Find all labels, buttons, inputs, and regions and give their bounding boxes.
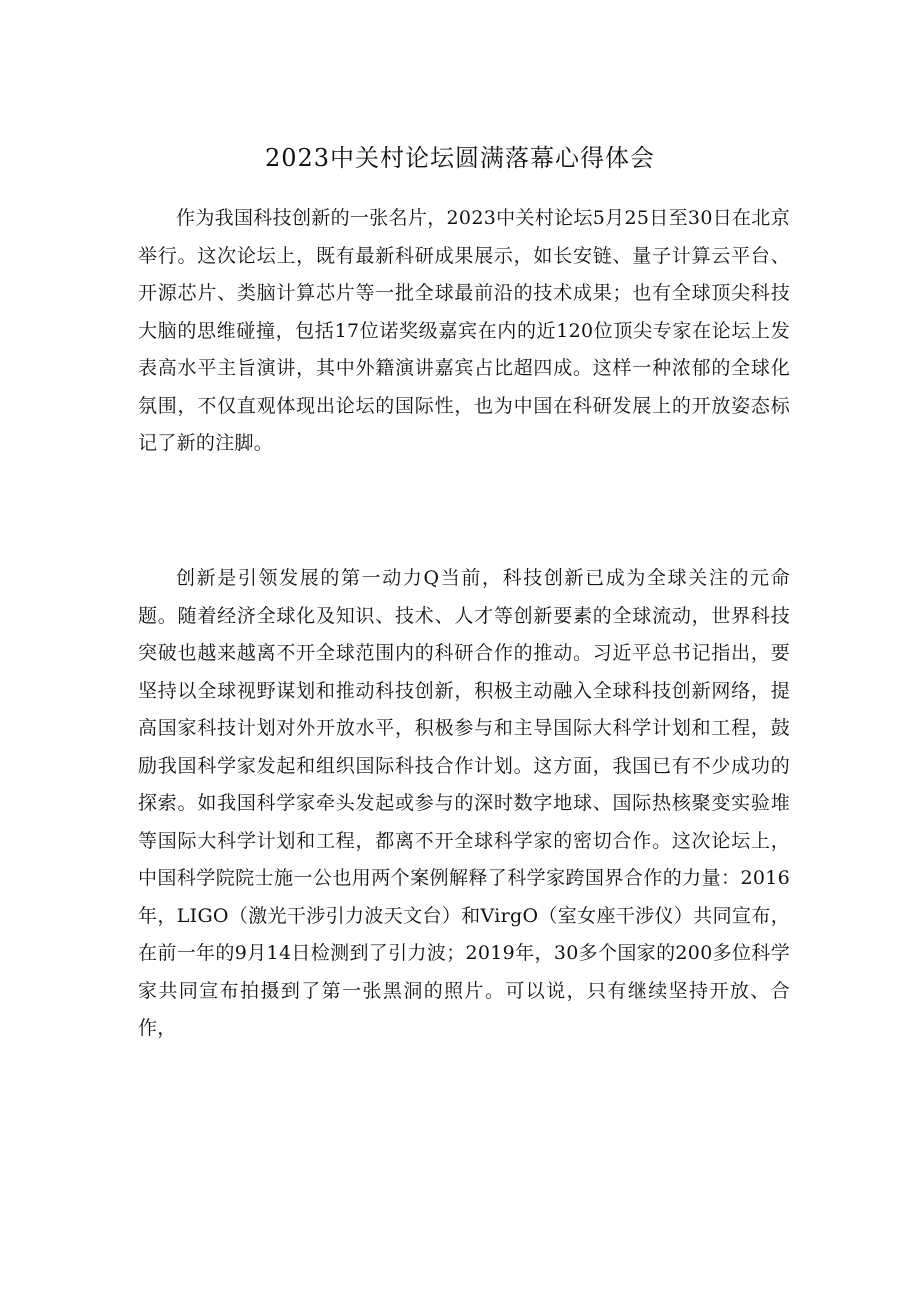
paragraph-1: 作为我国科技创新的一张名片，2023中关村论坛5月25日至30日在北京举行。这次论坛上，既有最新科研成果展示，如长安链、量子计算云平台、开源芯片、类脑计算芯片等一批全球最前沿的技术成果；也有全球顶尖科技大脑的思维碰撞，包括17位诺奖级嘉宾在内的近120位顶尖专家在论坛上发表高水平主旨演讲，其中外籍演讲嘉宾占比超四成。这样一种浓郁的全球化氛围，不仅直观体现出论坛的国际性，也为中国在科研发展上的开放姿态标记了新的注脚。 bbox=[138, 207, 790, 454]
paragraph-2: 创新是引领发展的第一动力Q当前，科技创新已成为全球关注的元命题。随着经济全球化及知识、技术、人才等创新要素的全球流动，世界科技突破也越来越离不开全球范围内的科研合作的推动。习近平总书记指出，要坚持以全球视野谋划和推动科技创新，积极主动融入全球科技创新网络，提高国家科技计划对外开放水平，积极参与和主导国际大科学计划和工程，鼓励我国科学家发起和组织国际科技合作计划。这方面，我国已有不少成功的探索。如我国科学家牵头发起或参与的深时数字地球、国际热核聚变实验堆等国际大科学计划和工程，都离不开全球科学家的密切合作。这次论坛上，中国科学院院士施一公也用两个案例解释了科学家跨国界合作的力量：2016年，LIGO（激光干涉引力波天文台）和VirgO（室女座干涉仪）共同宣布，在前一年的9月14日检测到了引力波；2019年，30多个国家的200多位科学家共同宣布拍摄到了第一张黑洞的照片。可以说，只有继续坚持开放、合作， bbox=[138, 567, 790, 1039]
document-title: 2023中关村论坛圆满落幕心得体会 bbox=[264, 144, 656, 172]
